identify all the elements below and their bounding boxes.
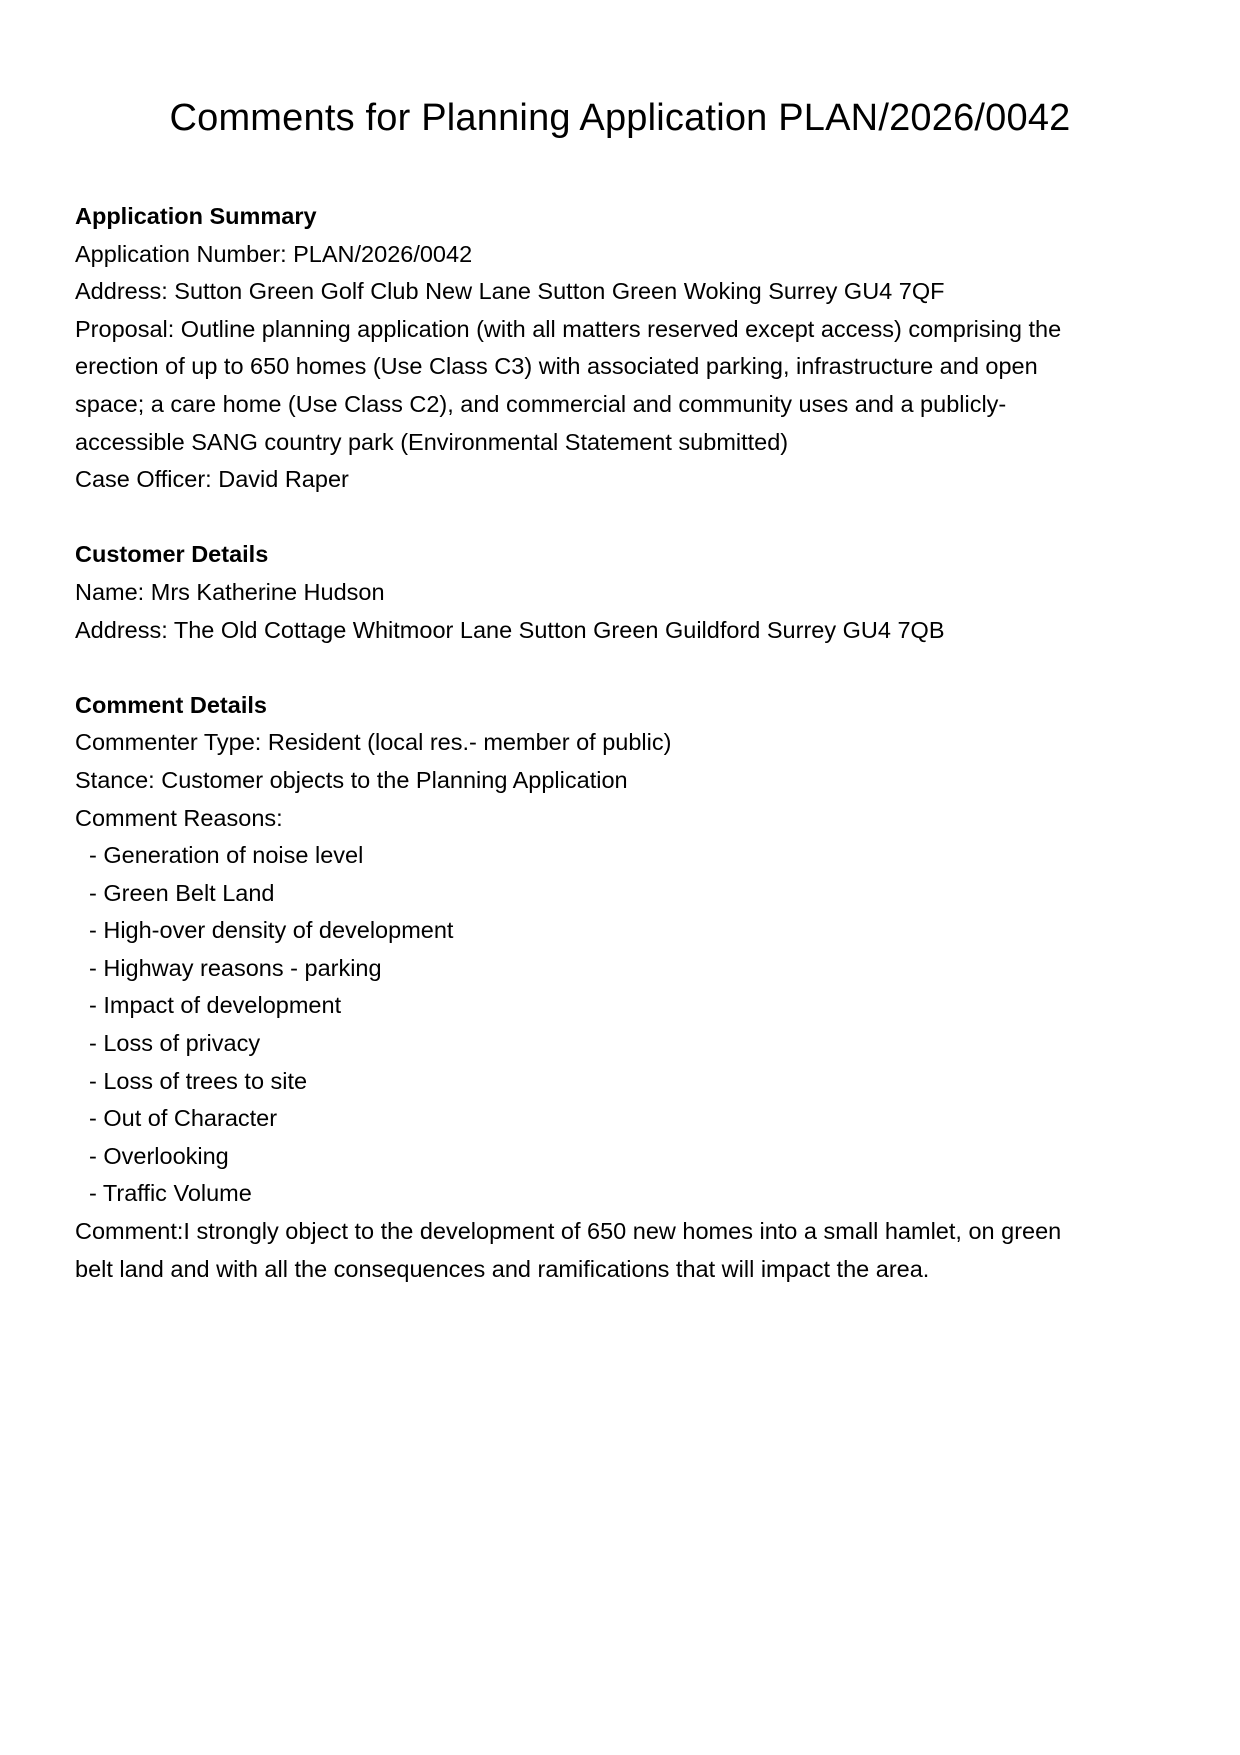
customer-details-heading: Customer Details bbox=[75, 541, 269, 568]
comment-details-heading: Comment Details bbox=[75, 691, 267, 718]
comment-reasons-label: Comment Reasons: bbox=[75, 804, 283, 831]
customer-address: Address: The Old Cottage Whitmoor Lane Sutton Green Guildford Surrey GU4 7QB bbox=[75, 616, 945, 643]
customer-details-section bbox=[75, 536, 1155, 649]
list-item: - Generation of noise level bbox=[89, 842, 364, 869]
commenter-type: Commenter Type: Resident (local res.- member of public) bbox=[75, 729, 672, 756]
list-item: - Highway reasons - parking bbox=[89, 954, 382, 981]
list-item: - Loss of privacy bbox=[89, 1030, 261, 1057]
list-item: - Impact of development bbox=[89, 992, 342, 1019]
proposal-line: Proposal: Outline planning application (with all matters reserved except access) comprising the bbox=[75, 315, 1062, 342]
application-address: Address: Sutton Green Golf Club New Lane Sutton Green Woking Surrey GU4 7QF bbox=[75, 278, 945, 305]
list-item: - Overlooking bbox=[89, 1142, 229, 1169]
comment-line: Comment:I strongly object to the development of 650 new homes into a small hamlet, on green bbox=[75, 1218, 1062, 1245]
stance: Stance: Customer objects to the Planning Application bbox=[75, 766, 628, 793]
document-body bbox=[75, 198, 1155, 1288]
page-title: Comments for Planning Application PLAN/2026/0042 bbox=[169, 97, 1071, 139]
proposal-line: space; a care home (Use Class C2), and commercial and community uses and a publicly- bbox=[75, 390, 1007, 417]
section-spacer bbox=[75, 649, 1155, 687]
comment-details-section bbox=[75, 687, 1155, 1289]
proposal-line: erection of up to 650 homes (Use Class C3) with associated parking, infrastructure and open bbox=[75, 353, 1038, 380]
application-summary-section bbox=[75, 198, 1155, 499]
comment-text bbox=[75, 1213, 1155, 1288]
comment-line: belt land and with all the consequences and ramifications that will impact the area. bbox=[75, 1255, 930, 1282]
comment-reasons-list bbox=[75, 837, 1155, 1213]
list-item: - Green Belt Land bbox=[89, 879, 275, 906]
list-item: - Traffic Volume bbox=[89, 1180, 252, 1207]
customer-name: Name: Mrs Katherine Hudson bbox=[75, 578, 385, 605]
list-item: - High-over density of development bbox=[89, 917, 454, 944]
proposal bbox=[75, 311, 1155, 461]
case-officer: Case Officer: David Raper bbox=[75, 466, 349, 493]
application-summary-heading: Application Summary bbox=[75, 203, 317, 229]
proposal-line: accessible SANG country park (Environmental Statement submitted) bbox=[75, 428, 789, 455]
application-number: Application Number: PLAN/2026/0042 bbox=[75, 240, 473, 267]
section-spacer bbox=[75, 499, 1155, 537]
list-item: - Out of Character bbox=[89, 1105, 278, 1132]
list-item: - Loss of trees to site bbox=[89, 1067, 308, 1094]
